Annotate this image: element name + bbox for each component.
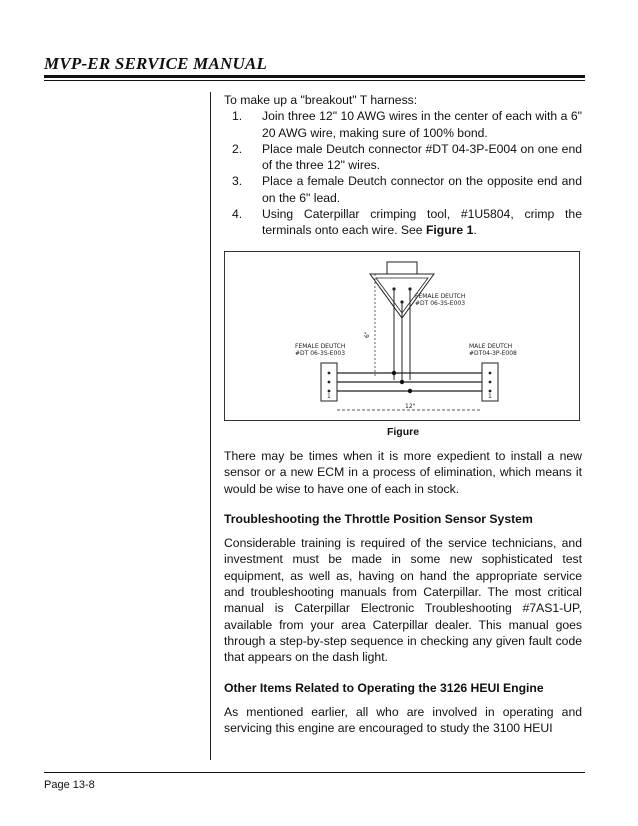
wiring-figure <box>224 251 580 421</box>
intro-text: To make up a "breakout" T harness: <box>224 93 418 107</box>
list-item <box>224 173 582 206</box>
step-text: Place male Deutch connector #DT 04-3P-E004 on one end of the three 12" wires. <box>262 141 582 173</box>
right-connector-label: MALE DEUTCH <box>469 342 513 350</box>
pin-dot <box>328 380 331 383</box>
header-rule-thin <box>44 80 585 81</box>
step-text-part: Using Caterpillar crimping tool, #1U5804, crimp the terminals onto each wire. See <box>262 207 582 238</box>
page-number: Page 13-8 <box>44 779 95 791</box>
list-item <box>224 206 582 239</box>
footer-rule <box>44 772 585 773</box>
header-rule <box>44 75 585 78</box>
list-item <box>224 108 582 141</box>
step-number: 2. <box>232 141 243 156</box>
vertical-dimension-label: 6" <box>364 331 371 338</box>
step-number: 4. <box>232 207 243 222</box>
manual-title: MVP-ER SERVICE MANUAL <box>44 54 268 73</box>
pin-dot <box>489 371 492 374</box>
section-heading: Troubleshooting the Throttle Position Sensor System <box>224 511 533 526</box>
left-connector-part: #DT 06-3S-E003 <box>295 349 346 357</box>
pin-label: 1 <box>327 392 331 400</box>
step-text: Join three 12" 10 AWG wires in the center of each with a 6" 20 AWG wire, making sure of 100% bond. <box>262 109 582 140</box>
splice-dot <box>408 388 412 392</box>
list-item <box>224 141 582 174</box>
pin-dot <box>489 389 492 392</box>
paragraph: There may be times when it is more expedient to install a new sensor or a new ECM in a process of elimination, which means it would be wise to have one of each in stock. <box>224 448 582 496</box>
figure-caption: Figure <box>386 425 420 438</box>
top-connector-label: FEMALE DEUTCH <box>415 292 466 300</box>
margin-rule <box>210 92 211 760</box>
top-connector-part: #DT 06-3S-E003 <box>415 299 466 307</box>
horizontal-dimension-label: 12" <box>405 402 416 410</box>
steps-list <box>224 108 582 238</box>
step-text <box>262 206 582 239</box>
pin-dot <box>489 380 492 383</box>
step-number: 3. <box>232 174 243 189</box>
pin-label: 1 <box>488 392 492 400</box>
pin-dot <box>328 371 331 374</box>
step-number: 1. <box>232 109 243 124</box>
left-connector-label: FEMALE DEUTCH <box>295 342 346 350</box>
figure-reference: Figure 1 <box>425 223 474 238</box>
splice-dot <box>400 379 404 383</box>
top-connector-plug <box>387 262 417 274</box>
paragraph: Considerable training is required of the service technicians, and investment must be made in some new sophisticated test equipment, as well as, having on hand the appropriate service and troubleshooting manuals from Caterpillar. The most critical manual is Caterpillar Electronic Troubleshooting #7AS1-UP, available from your area Caterpillar dealer. This manual goes through a step-by-step sequence in checking any given fault code that appears on the dash light. <box>224 536 582 665</box>
step-text: Place a female Deutch connector on the opposite end and on the 6" lead. <box>262 174 582 205</box>
paragraph: As mentioned earlier, all who are involved in operating and servicing this engine are encouraged to study the 3100 HEUI <box>224 704 582 736</box>
pin-dot <box>328 389 331 392</box>
section-heading: Other Items Related to Operating the 3126 HEUI Engine <box>224 680 544 695</box>
right-connector-part: #DT04-3P-E008 <box>469 349 517 357</box>
main-content <box>224 92 582 736</box>
splice-dot <box>392 370 396 374</box>
harness-diagram <box>225 252 581 422</box>
step-text-part: . <box>473 223 477 238</box>
